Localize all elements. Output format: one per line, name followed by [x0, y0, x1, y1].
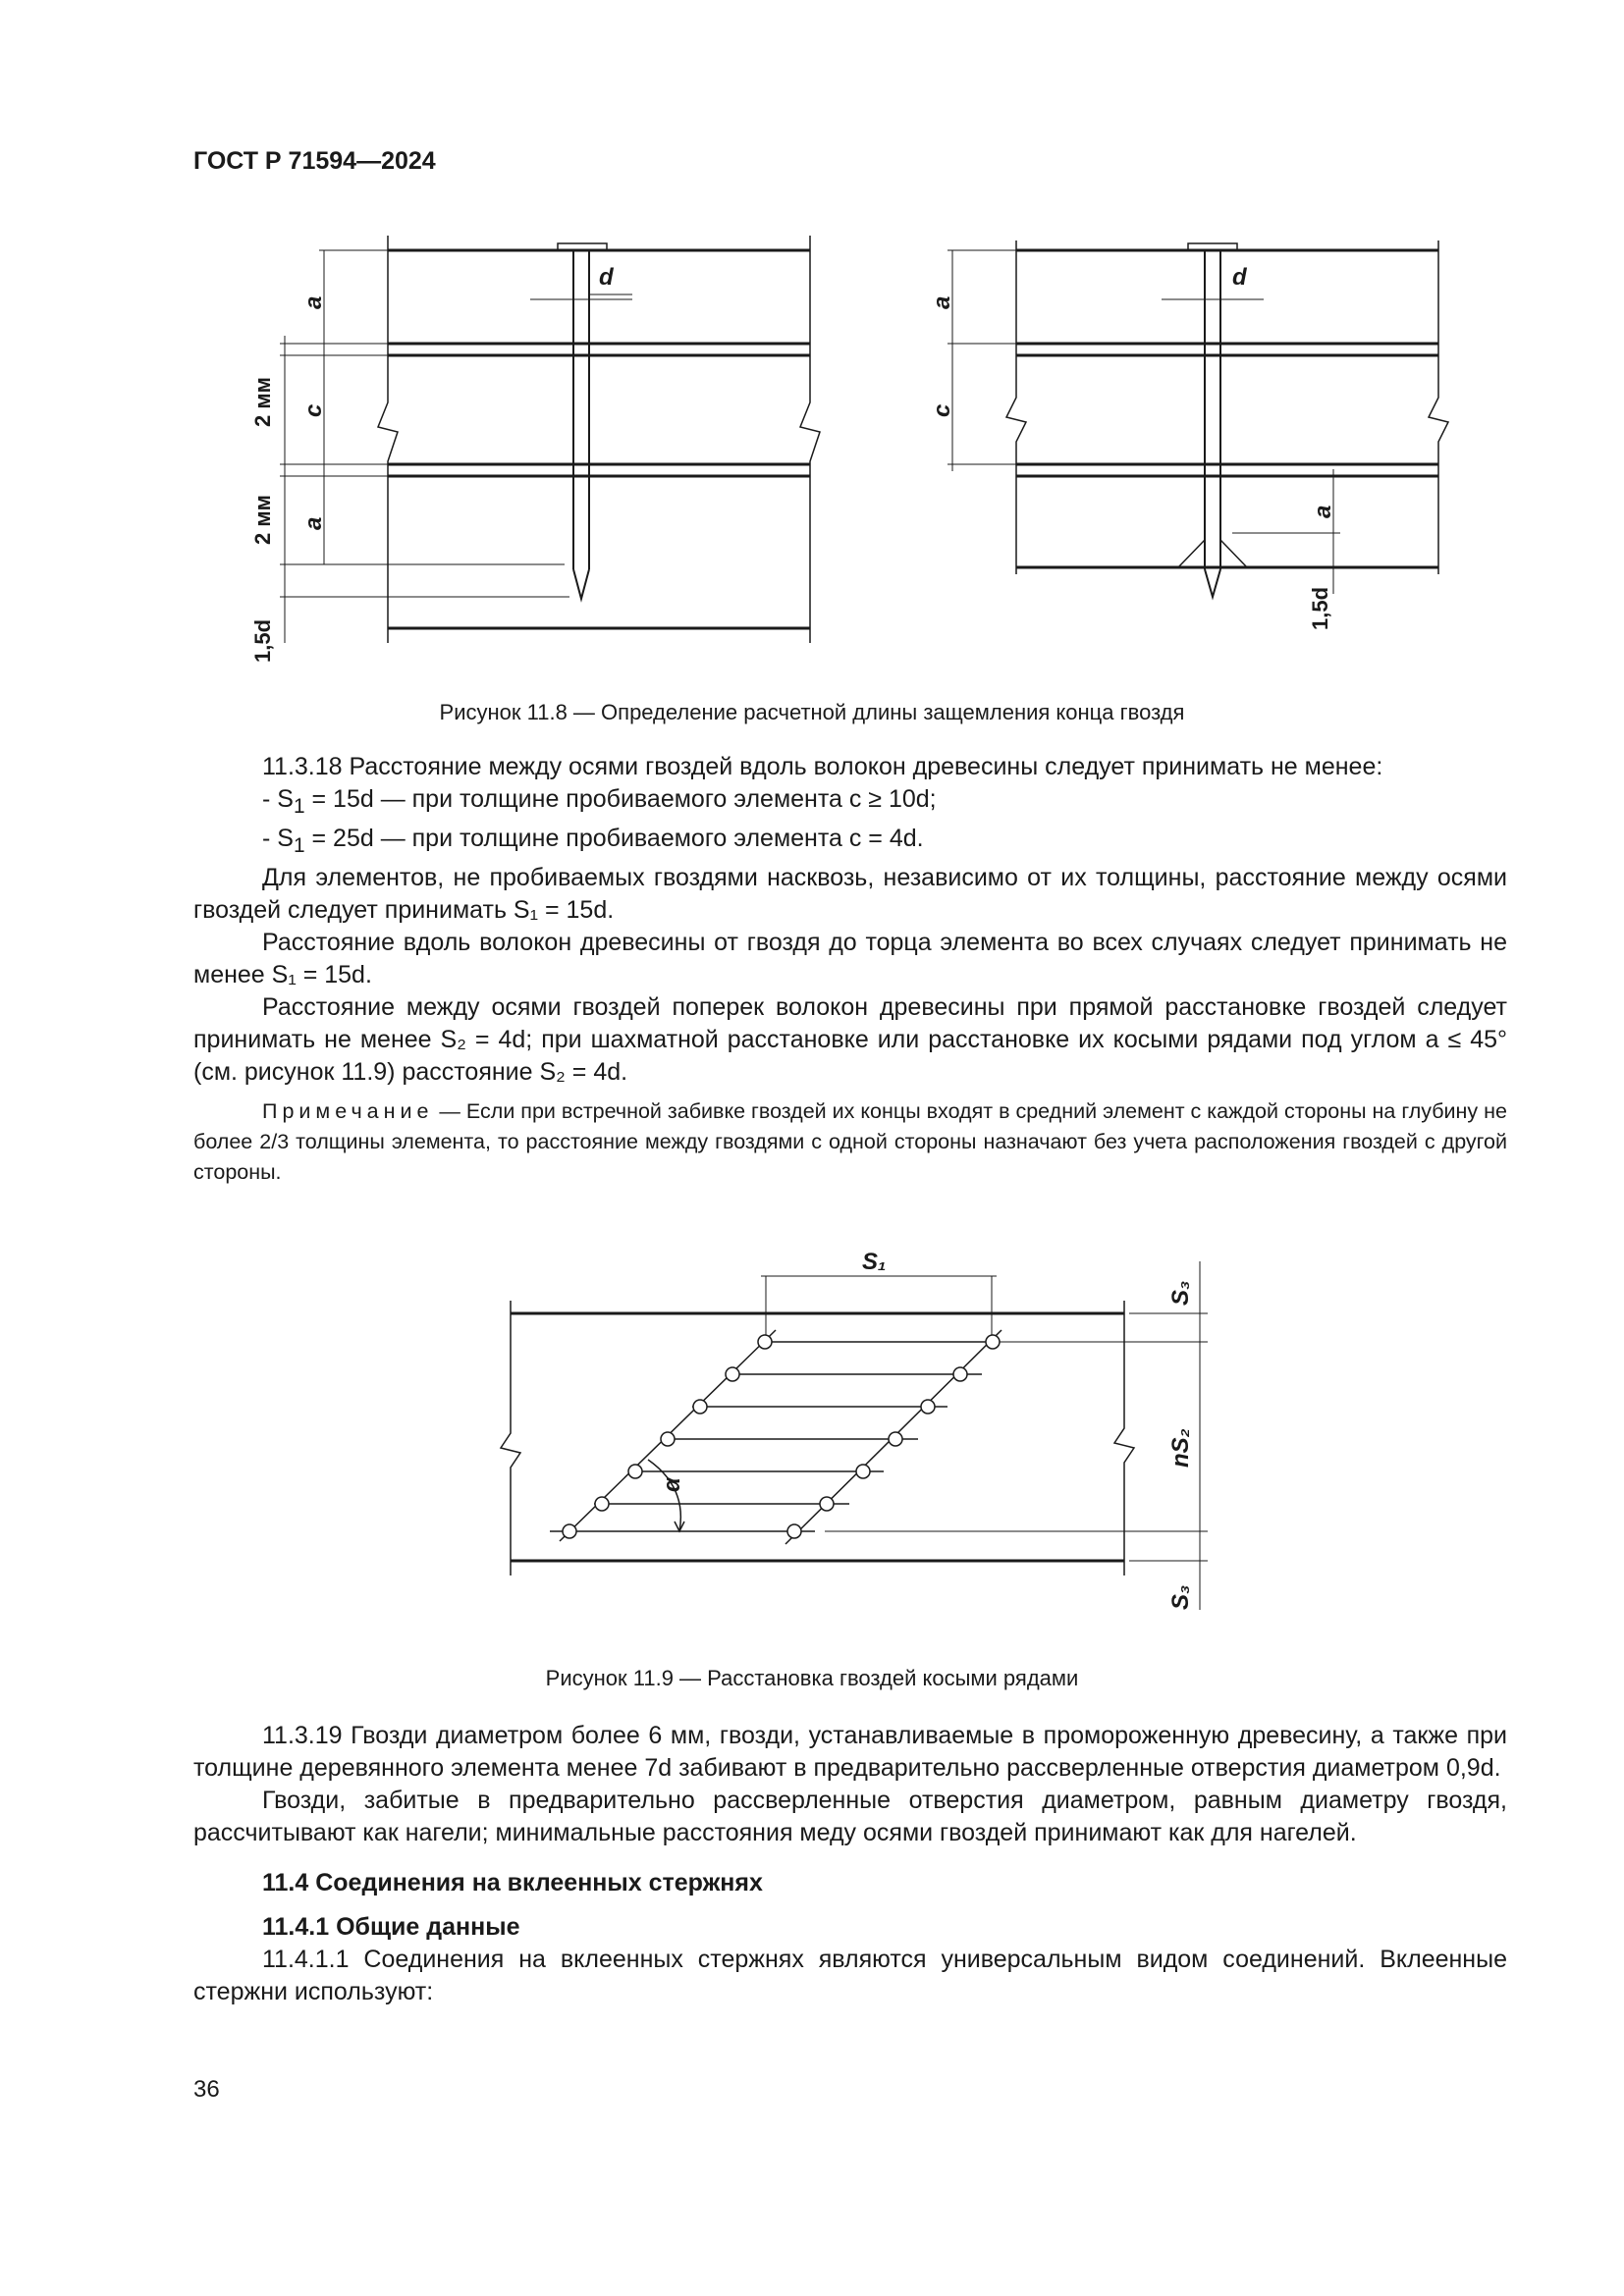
document-header: ГОСТ Р 71594—2024: [193, 147, 436, 175]
label-d-right: d: [1232, 264, 1247, 291]
heading-11-4: 11.4 Соединения на вклеенных стержнях: [262, 1869, 763, 1896]
paragraph-11-3-19: 11.3.19 Гвозди диаметром более 6 мм, гвозди, устанавливаемые в промороженную древесину, а также при толщине деревянного элемента менее 7d забивают в предварительно рассверленные отверстия диаметром 0,9d.: [193, 1722, 1507, 1782]
label-a-top-right: a: [929, 295, 955, 309]
label-15d-right: 1,5d: [1308, 586, 1332, 630]
label-15d-left: 1,5d: [250, 618, 275, 663]
label-2mm-lower: 2 мм: [250, 495, 275, 545]
note: [193, 1096, 1507, 1188]
label-c-right: c: [929, 403, 955, 417]
label-s3-bottom: S₃: [1167, 1584, 1194, 1610]
label-a-top-left: a: [300, 295, 327, 309]
label-s1: S₁: [862, 1249, 887, 1275]
note-text: — Если при встречной забивке гвоздей их концы входят в средний элемент с каждой стороны на глубину не более 2/3 толщины элемента, то расстояние между гвоздями с одной стороны назначают без учета расположения гвоздей с другой стороны.: [193, 1099, 1507, 1184]
list-item-s1-15d: - $S_1 = 15d$ — при толщине пробиваемого элемента c ≥ 10d;: [262, 785, 937, 818]
figure-11-9: [491, 1232, 1237, 1625]
label-2mm-upper: 2 мм: [250, 377, 275, 427]
label-c-left: c: [300, 403, 327, 417]
list-item-s1-25d: - $S_1 = 25d$ — при толщине пробиваемого элемента c = 4d.: [262, 825, 924, 857]
note-label: Примечание: [262, 1099, 434, 1123]
label-a-bottom-left: a: [300, 516, 327, 530]
label-ns2: nS₂: [1167, 1428, 1194, 1468]
heading-11-4-1: 11.4.1 Общие данные: [262, 1913, 520, 1941]
label-alpha: α: [659, 1477, 685, 1492]
section-11-3-18: [193, 751, 1507, 1188]
figure-11-8-caption: Рисунок 11.8 — Определение расчетной длины защемления конца гвоздя: [439, 700, 1185, 724]
figure-11-8: [236, 226, 1473, 687]
paragraph-nagels: Гвозди, забитые в предварительно рассверленные отверстия диаметром, равным диаметру гвоздя, рассчитывают как нагели; минимальные расстояния меду осями гвоздей принимают как для нагелей.: [193, 1787, 1507, 1846]
paragraph-11-3-18-intro: 11.3.18 Расстояние между осями гвоздей вдоль волокон древесины следует принимать не менее:: [262, 753, 1383, 780]
section-11-3-19: [193, 1720, 1507, 2008]
label-d-left: d: [599, 264, 614, 291]
paragraph-across-grain: Расстояние между осями гвоздей поперек волокон древесины при прямой расстановке гвоздей следует принимать не менее S₂ = 4d; при шахматной расстановке или расстановке их косыми рядами под углом a ≤ 45° (см. рисунок 11.9) расстояние S₂ = 4d.: [193, 993, 1507, 1086]
figure-11-9-caption: Рисунок 11.9 — Расстановка гвоздей косыми рядами: [545, 1666, 1079, 1690]
paragraph-11-4-1-1: 11.4.1.1 Соединения на вклеенных стержнях являются универсальным видом соединений. Вклеенные стержни используют:: [193, 1946, 1507, 2005]
label-s3-top: S₃: [1167, 1280, 1194, 1306]
page-number: 36: [193, 2076, 220, 2103]
label-a-right-dim: a: [1310, 505, 1336, 518]
paragraph-end-distance: Расстояние вдоль волокон древесины от гвоздя до торца элемента во всех случаях следует принимать не менее S₁ = 15d.: [193, 929, 1507, 988]
paragraph-non-through: Для элементов, не пробиваемых гвоздями насквозь, независимо от их толщины, расстояние между осями гвоздей следует принимать S₁ = 15d.: [193, 864, 1507, 924]
